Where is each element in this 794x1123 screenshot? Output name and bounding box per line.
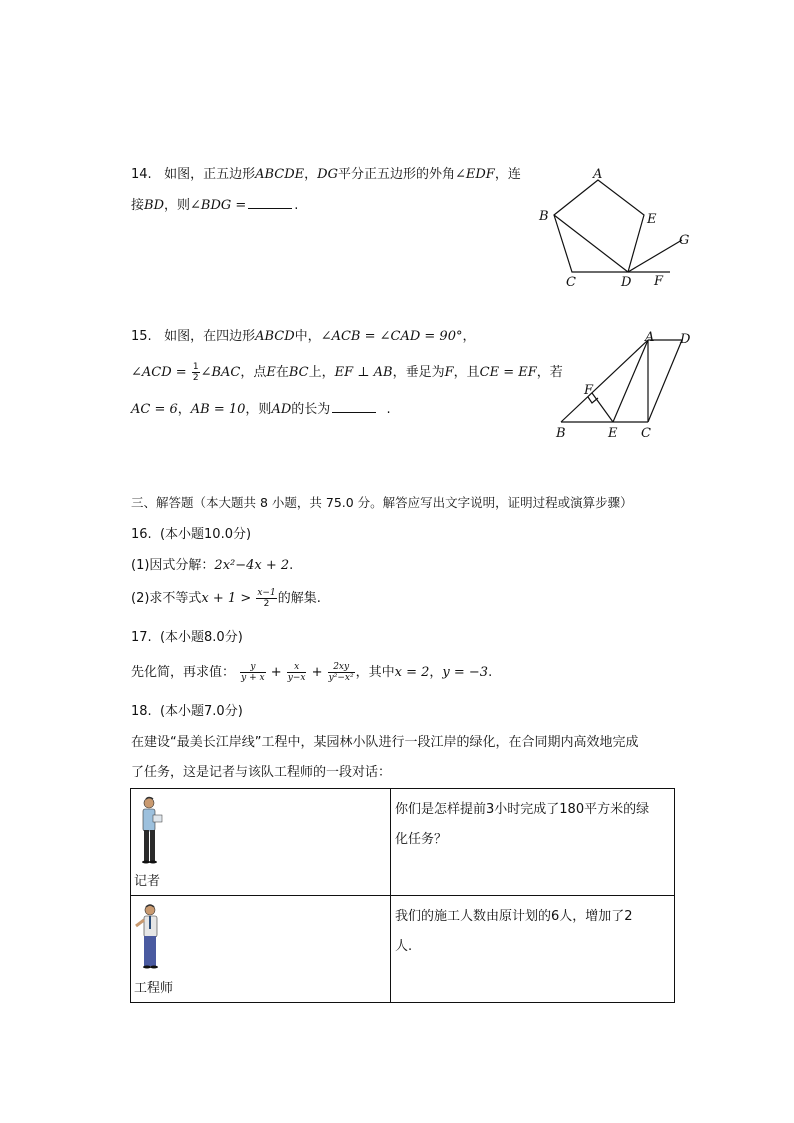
q18-paragraph-line-2: 了任务，这是记者与该队工程师的一段对话： <box>131 765 392 780</box>
q15-math-ad: AD <box>271 402 292 417</box>
plus-sign: + <box>270 665 282 680</box>
section-3-heading: 三、解答题（本大题共 8 小题，共 75.0 分。解答应写出文字说明，证明过程或演算步骤） <box>131 495 633 510</box>
q17-number: 17. <box>131 630 152 645</box>
fraction-denominator: y + x <box>241 673 265 683</box>
reporter-speech <box>391 789 675 896</box>
q18-points: (本小题7.0分) <box>159 704 243 719</box>
q14-label-d: D <box>621 275 632 290</box>
fraction-denominator: y−x <box>287 673 306 683</box>
fraction-denominator: 2 <box>192 373 199 383</box>
speech-line: 你们是怎样提前3小时完成了180平方米的绿 <box>395 802 650 817</box>
q15-math-ef-ab: EF ⊥ AB <box>334 365 393 380</box>
plus-sign: + <box>311 665 323 680</box>
q15-line-2 <box>131 362 563 383</box>
q14-number: 14. <box>131 167 152 182</box>
q15-text: 中， <box>294 329 321 344</box>
q14-label-a: A <box>593 167 603 182</box>
engineer-cell <box>131 896 391 1003</box>
fraction-numerator: x−1 <box>257 588 276 598</box>
q17-points: (本小题8.0分) <box>159 630 243 645</box>
q14-math-bdg: ∠BDG = <box>190 198 247 213</box>
q15-text: 如图，在四边形 <box>164 329 256 344</box>
q18-dialog-table <box>130 788 675 1003</box>
q15-text: 上， <box>308 365 335 380</box>
speech-line: 化任务？ <box>395 832 448 847</box>
q15-label-d: D <box>680 332 691 347</box>
speech-line: 我们的施工人数由原计划的6人，增加了2 <box>395 909 633 924</box>
q17-expression-line <box>131 660 492 686</box>
q15-text: ， <box>177 402 191 417</box>
engineer-figure-icon <box>133 902 169 976</box>
fraction-denominator: 2 <box>263 599 270 609</box>
q15-math-ce-ef: CE = EF <box>479 365 537 380</box>
q15-math-e: E <box>266 365 276 380</box>
q16-part-2 <box>131 588 321 610</box>
q15-label-f: F <box>584 383 594 398</box>
q17-math-x: x = 2 <box>394 665 430 680</box>
q14-math-abcde: ABCDE <box>255 167 305 182</box>
q16-header <box>131 526 251 544</box>
q16-fraction <box>256 588 276 609</box>
q15-text: ，则 <box>245 402 272 417</box>
q15-label-c: C <box>641 426 651 441</box>
q16-part1-end: . <box>289 558 294 573</box>
q15-math-acd: ∠ACD = <box>131 365 187 380</box>
q16-number: 16. <box>131 527 152 542</box>
q15-text: ，点 <box>240 365 267 380</box>
q14-math-dg: DG <box>317 167 338 182</box>
q17-text: ，其中 <box>355 665 395 680</box>
q14-text: 平分正五边形的外角 <box>337 167 455 182</box>
q16-points: (本小题10.0分) <box>159 527 252 542</box>
q16-part2-end: 的解集. <box>277 591 321 606</box>
q14-label-c: C <box>566 275 576 290</box>
q15-math-angles: ∠ACB = ∠CAD = 90° <box>320 329 463 344</box>
fraction-numerator: 1 <box>192 362 199 372</box>
q15-text: ，若 <box>536 365 563 380</box>
q15-label-e: E <box>608 426 618 441</box>
q15-text: 在 <box>275 365 289 380</box>
fraction-numerator: 2xy <box>328 662 355 673</box>
fraction-numerator: x <box>287 662 307 673</box>
q17-fraction-3 <box>328 662 355 683</box>
q14-math-bd: BD <box>144 198 164 213</box>
fraction-denominator: y²−x² <box>328 673 354 683</box>
q14-label-b: B <box>539 209 549 224</box>
fraction-numerator: y <box>240 662 265 673</box>
q14-label-f: F <box>654 274 664 289</box>
q15-text: ， <box>462 329 476 344</box>
q16-part1-label: (1)因式分解： <box>131 558 215 573</box>
dialog-row-reporter <box>131 789 675 896</box>
engineer-speech <box>391 896 675 1003</box>
q14-line-2 <box>131 196 298 215</box>
q15-label-b: B <box>556 426 566 441</box>
q15-math-bac: ∠BAC <box>200 365 241 380</box>
q14-line-1 <box>131 166 521 184</box>
q15-quadrilateral-figure <box>548 328 698 443</box>
q17-fraction-2 <box>287 662 307 683</box>
q18-paragraph-line-1: 在建设“最美长江岸线”工程中，某园林小队进行一段江岸的绿化，在合同期内高效地完成 <box>131 735 639 750</box>
reporter-cell <box>131 789 391 896</box>
q17-text: 先化简，再求值： <box>131 665 236 680</box>
q14-end: . <box>294 198 299 213</box>
q15-math-ab: AB = 10 <box>190 402 246 417</box>
q18-header <box>131 703 243 721</box>
q15-math-ac: AC = 6 <box>131 402 178 417</box>
q14-text: 如图，正五边形 <box>164 167 256 182</box>
q17-fraction-1 <box>240 662 265 683</box>
q15-answer-blank[interactable] <box>332 400 376 413</box>
q15-math-abcd: ABCD <box>255 329 295 344</box>
q15-label-a: A <box>645 330 655 345</box>
q17-end: . <box>488 665 493 680</box>
engineer-label: 工程师 <box>134 981 174 996</box>
q16-part-1 <box>131 557 293 575</box>
q16-part2-expr: x + 1 > <box>201 591 252 606</box>
q15-math-bc: BC <box>288 365 309 380</box>
q15-text: 的长为 <box>291 402 331 417</box>
q17-header <box>131 629 243 647</box>
reporter-figure-icon <box>133 795 169 869</box>
q15-text: ，且 <box>453 365 480 380</box>
q16-part1-expr: 2x²−4x + 2 <box>214 558 290 573</box>
q15-half-fraction <box>192 362 200 383</box>
q17-math-y: y = −3 <box>442 665 489 680</box>
speech-line: 人. <box>395 939 413 954</box>
q14-text: ，则 <box>164 198 191 213</box>
q15-line-1 <box>131 328 476 346</box>
q17-text: ， <box>429 665 443 680</box>
q15-line-3 <box>131 400 391 419</box>
q15-number: 15. <box>131 329 152 344</box>
q14-pentagon-figure <box>530 160 710 295</box>
q14-answer-blank[interactable] <box>248 196 292 209</box>
q18-number: 18. <box>131 704 152 719</box>
q14-text: 接 <box>131 198 145 213</box>
q15-math-f: F <box>444 365 454 380</box>
q16-part2-label: (2)求不等式 <box>131 591 202 606</box>
dialog-row-engineer <box>131 896 675 1003</box>
q14-text: ， <box>304 167 318 182</box>
q15-end: . <box>386 402 391 417</box>
q14-label-e: E <box>647 212 657 227</box>
q14-label-g: G <box>679 233 690 248</box>
q14-math-edf: ∠EDF <box>455 167 495 182</box>
q14-text: ，连 <box>494 167 521 182</box>
q15-text: ，垂足为 <box>392 365 445 380</box>
reporter-label: 记者 <box>134 874 161 889</box>
